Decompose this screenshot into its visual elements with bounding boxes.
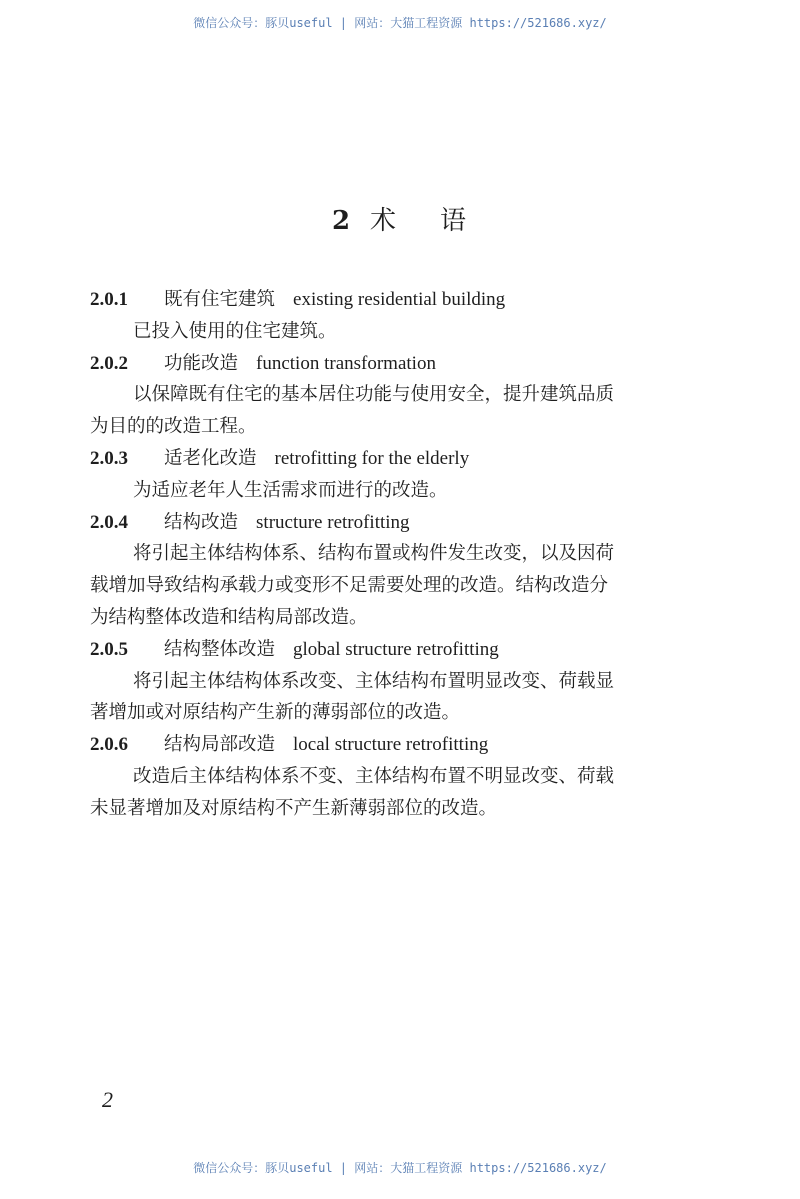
term-definition-line: 著增加或对原结构产生新的薄弱部位的改造。 [90,702,461,724]
term-definition-line: 以保障既有住宅的基本居住功能与使用安全，提升建筑品质 [133,384,615,406]
term-definition-line: 改造后主体结构体系不变、主体结构布置不明显改变、荷载 [133,765,615,787]
term-code: 2.0.4 [90,511,128,533]
term-definition-line: 为适应老年人生活需求而进行的改造。 [133,479,448,501]
term-definition-line: 为目的的改造工程。 [90,416,257,438]
term-definition-line: 将引起主体结构体系、结构布置或构件发生改变，以及因荷 [133,543,615,565]
terms-list [90,284,730,825]
term-english: structure retrofitting [256,511,410,533]
term-english: retrofitting for the elderly [274,447,470,469]
term-heading [90,634,730,666]
term-english: global structure retrofitting [293,638,499,660]
term-definition-line: 未显著增加及对原结构不产生新薄弱部位的改造。 [90,797,498,819]
term-heading [90,507,730,539]
term-chinese: 结构局部改造 [164,734,276,756]
watermark-footer: 微信公众号：豚贝useful | 网站：大猫工程资源 https://521686.xyz/ [193,1161,607,1175]
chapter-title-char-1: 术 [370,206,399,236]
term-code: 2.0.2 [90,352,128,374]
page-number: 2 [102,1087,113,1112]
term-chinese: 适老化改造 [164,447,257,469]
term-english: local structure retrofitting [293,734,489,756]
chapter-title [0,200,800,237]
term-definition-line: 将引起主体结构体系改变、主体结构布置明显改变、荷载显 [133,670,615,692]
chapter-title-char-2: 语 [440,206,469,236]
term-heading [90,443,730,475]
term-heading [90,348,730,380]
term-code: 2.0.3 [90,447,128,469]
term-definition-line: 载增加导致结构承载力或变形不足需要处理的改造。结构改造分 [90,575,609,597]
term-heading [90,284,730,316]
term-chinese: 既有住宅建筑 [164,289,276,310]
chapter-number: 2 [331,206,353,236]
term-definition-line: 为结构整体改造和结构局部改造。 [90,606,368,628]
term-heading [90,729,730,761]
term-chinese: 功能改造 [164,352,239,374]
watermark-header: 微信公众号：豚贝useful | 网站：大猫工程资源 https://521686.xyz/ [193,16,607,30]
term-definition-line: 已投入使用的住宅建筑。 [133,320,337,342]
term-code: 2.0.6 [90,734,128,756]
term-chinese: 结构整体改造 [164,638,276,660]
term-chinese: 结构改造 [164,511,239,533]
term-code: 2.0.5 [90,638,128,660]
term-code: 2.0.1 [90,289,128,310]
term-english: existing residential building [293,289,506,310]
term-english: function transformation [256,352,436,374]
